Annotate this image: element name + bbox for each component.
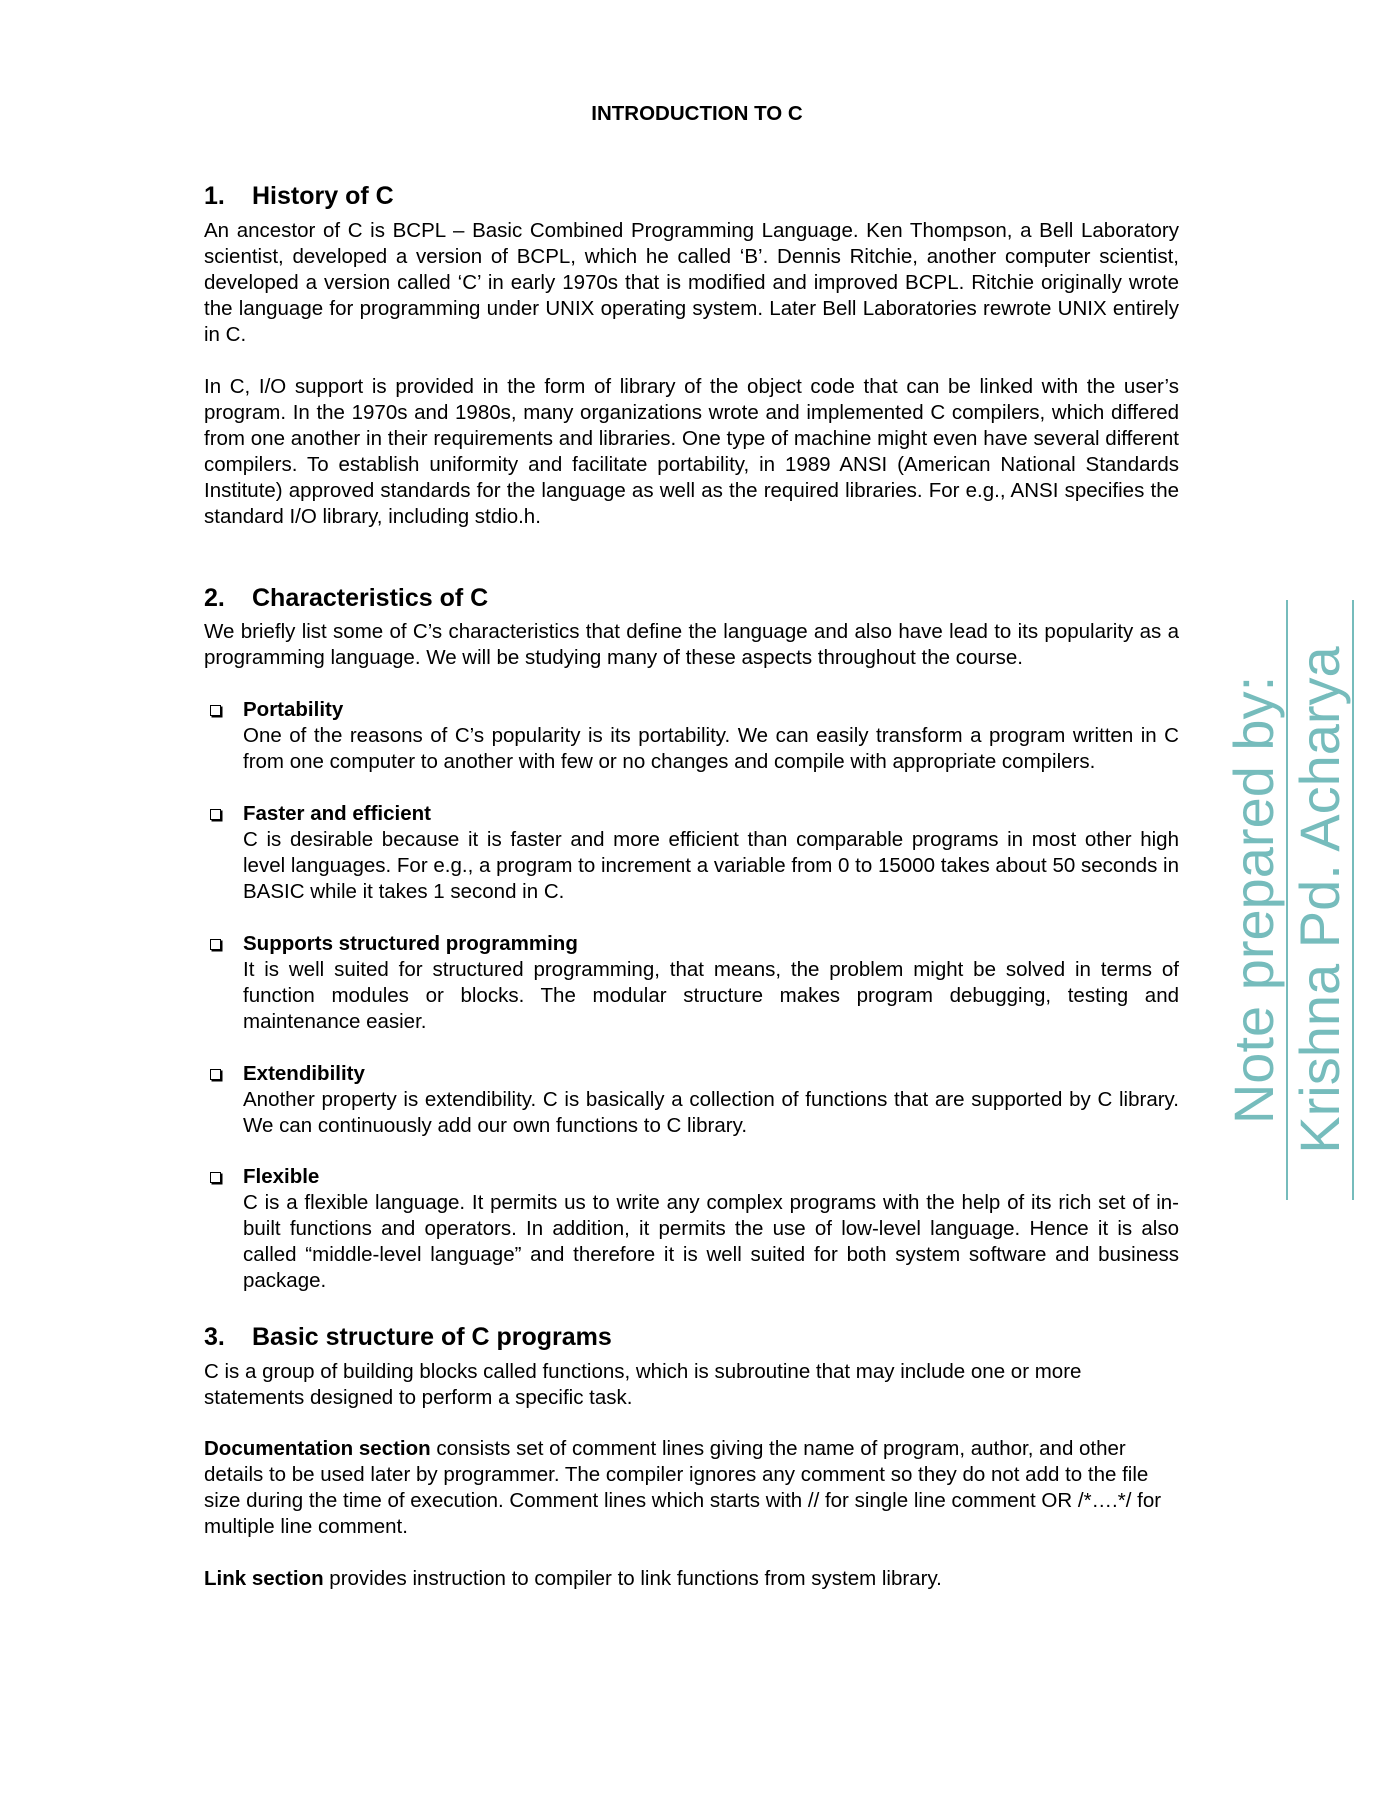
document-page bbox=[204, 101, 1179, 1592]
list-item-text: It is well suited for structured programming, that means, the problem might be solved in terms of function modules or blocks. The modular structure makes program debugging, testing and maintenance easier. bbox=[243, 958, 1179, 1033]
section-heading-history bbox=[204, 181, 1179, 211]
watermark bbox=[1222, 600, 1354, 1200]
section-heading-characteristics bbox=[204, 583, 1179, 613]
list-item-text: Another property is extendibility. C is basically a collection of functions that are supported by C library. We can continuously add our own functions to C library. bbox=[243, 1088, 1179, 1137]
documentation-section-paragraph bbox=[204, 1436, 1179, 1540]
history-paragraph-1: An ancestor of C is BCPL – Basic Combined Programming Language. Ken Thompson, a Bell Laboratory scientist, developed a version of BCPL, which he called ‘B’. Dennis Ritchie, another computer scientist, developed a version called ‘C’ in early 1970s that is modified and improved BCPL. Ritchie originally wrote the language for programming under UNIX operating system. Later Bell Laboratories rewrote UNIX entirely in C. bbox=[204, 219, 1179, 346]
section-heading-text: Basic structure of C programs bbox=[252, 1323, 612, 1351]
section-heading-text: Characteristics of C bbox=[252, 584, 489, 612]
list-item-title: Supports structured programming bbox=[243, 932, 578, 955]
documentation-section-text: consists set of comment lines giving the name of program, author, and other details to be used later by programmer. The compiler ignores any comment so they do not add to the file size during the time of execution. Comment lines which starts with // for single line comment OR /*….*/ for multiple line comment. bbox=[204, 1437, 1162, 1538]
list-item-title: Extendibility bbox=[243, 1062, 365, 1085]
watermark-line-1: Note prepared by: bbox=[1222, 600, 1288, 1200]
link-section-paragraph bbox=[204, 1566, 1179, 1592]
section-number: 1. bbox=[204, 182, 225, 210]
list-item bbox=[204, 697, 1179, 775]
structure-intro: C is a group of building blocks called functions, which is subroutine that may include one or more statements designed to perform a specific task. bbox=[204, 1360, 1082, 1409]
checkbox-bullet-icon bbox=[210, 1172, 221, 1183]
watermark-line-2: Krishna Pd. Acharya bbox=[1288, 600, 1354, 1200]
characteristics-intro: We briefly list some of C’s characteristics that define the language and also have lead to its popularity as a programming language. We will be studying many of these aspects throughout the course. bbox=[204, 620, 1179, 669]
link-section-text: provides instruction to compiler to link functions from system library. bbox=[323, 1567, 942, 1590]
document-title: INTRODUCTION TO C bbox=[591, 102, 803, 125]
checkbox-bullet-icon bbox=[210, 705, 221, 716]
history-paragraph-2: In C, I/O support is provided in the form of library of the object code that can be linked with the user’s program. In the 1970s and 1980s, many organizations wrote and implemented C compilers, which differed from one another in their requirements and libraries. One type of machine might even have several different compilers. To establish uniformity and facilitate portability, in 1989 ANSI (American National Standards Institute) approved standards for the language as well as the required libraries. For e.g., ANSI specifies the standard I/O library, including stdio.h. bbox=[204, 375, 1179, 528]
section-heading-text: History of C bbox=[252, 182, 394, 210]
section-number: 2. bbox=[204, 584, 225, 612]
list-item-text: One of the reasons of C’s popularity is its portability. We can easily transform a program written in C from one computer to another with few or no changes and compile with appropriate compilers. bbox=[243, 724, 1179, 773]
documentation-section-term: Documentation section bbox=[204, 1437, 431, 1460]
list-item-title: Portability bbox=[243, 698, 344, 721]
section-heading-structure bbox=[204, 1322, 1179, 1352]
checkbox-bullet-icon bbox=[210, 1069, 221, 1080]
list-item-text: C is a flexible language. It permits us to write any complex programs with the help of its rich set of in-built functions and operators. In addition, it permits the use of low-level language. Hence it is also called “middle-level language” and therefore it is well suited for both system software and business package. bbox=[243, 1191, 1179, 1292]
list-item-text: C is desirable because it is faster and more efficient than comparable programs in most other high level languages. For e.g., a program to increment a variable from 0 to 15000 takes about 50 seconds in BASIC while it takes 1 second in C. bbox=[243, 828, 1179, 903]
list-item-title: Flexible bbox=[243, 1165, 320, 1188]
list-item bbox=[204, 931, 1179, 1035]
checkbox-bullet-icon bbox=[210, 939, 221, 950]
checkbox-bullet-icon bbox=[210, 809, 221, 820]
list-item-title: Faster and efficient bbox=[243, 802, 431, 825]
list-item bbox=[204, 1164, 1179, 1294]
section-number: 3. bbox=[204, 1323, 225, 1351]
list-item bbox=[204, 1061, 1179, 1139]
link-section-term: Link section bbox=[204, 1567, 324, 1590]
list-item bbox=[204, 801, 1179, 905]
